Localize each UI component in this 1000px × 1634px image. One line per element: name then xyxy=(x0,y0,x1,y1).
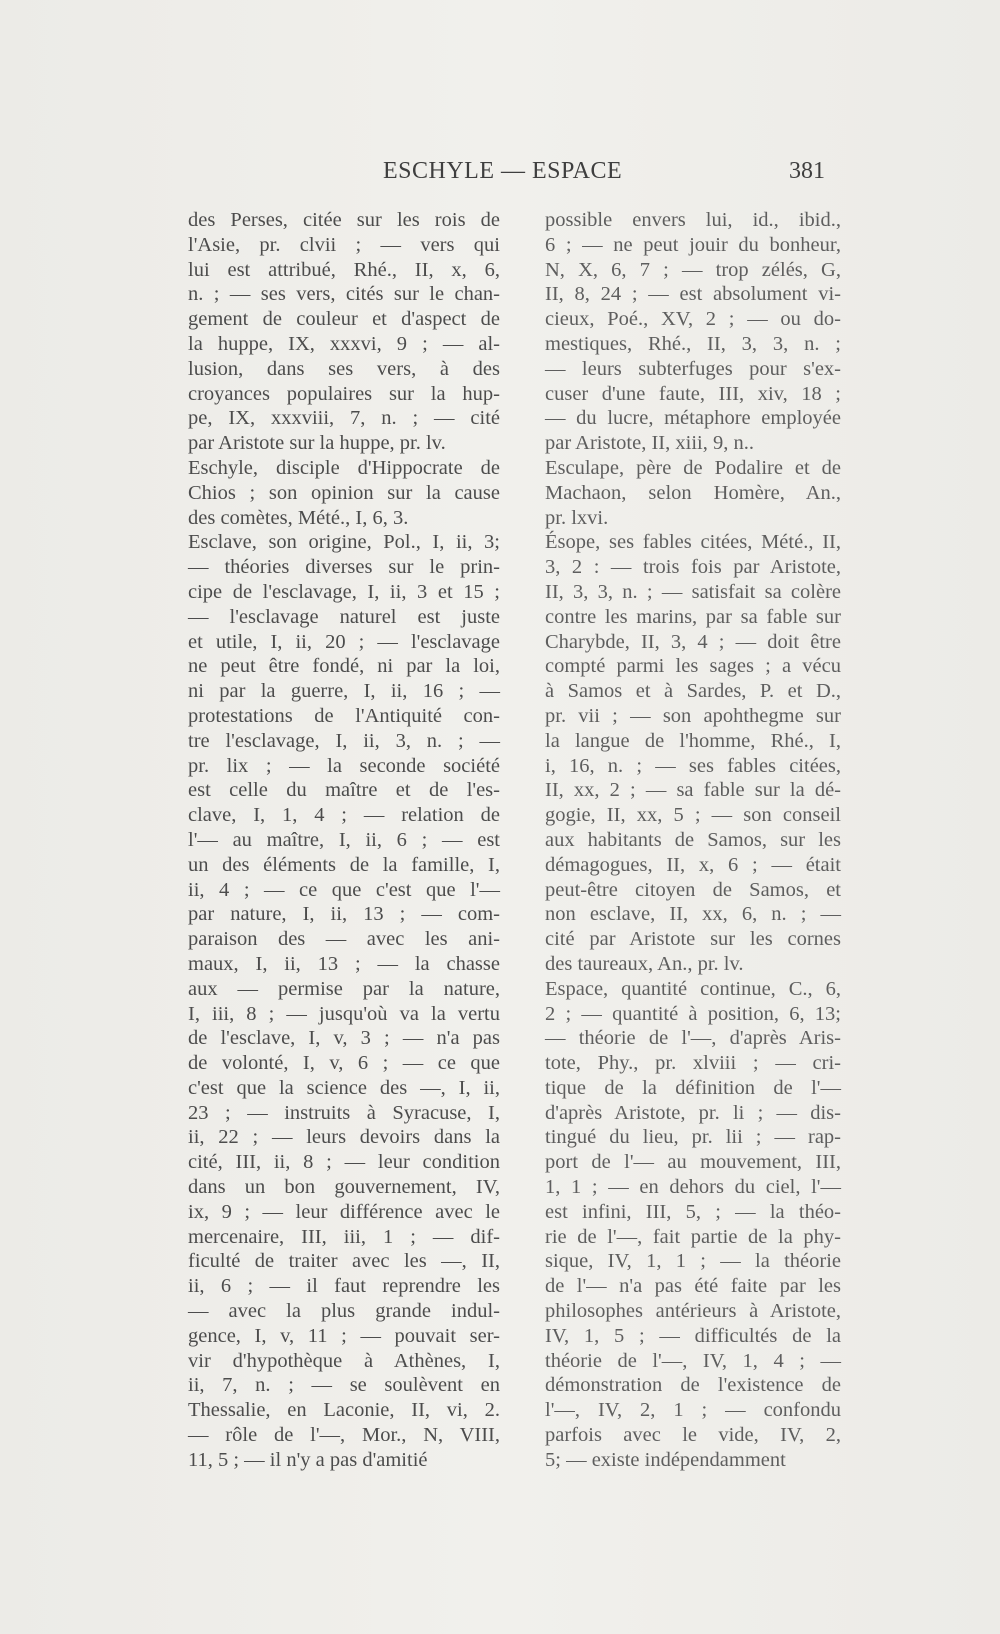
index-line: Eschyle, disciple d'Hippocrate de xyxy=(188,456,500,479)
index-line: n. ; — ses vers, cités sur le chan- xyxy=(188,283,500,306)
index-line: — du lucre, métaphore employée xyxy=(545,407,841,430)
index-line: Esclave, son origine, Pol., I, ii, 3; xyxy=(188,531,500,554)
index-line: cuser d'une faute, III, xiv, 18 ; xyxy=(545,382,841,405)
index-line: — avec la plus grande indul- xyxy=(188,1300,500,1323)
index-line: tingué du lieu, pr. lii ; — rap- xyxy=(545,1126,841,1149)
index-line: par nature, I, ii, 13 ; — com- xyxy=(188,903,500,926)
index-line: de l'— n'a pas été faite par les xyxy=(545,1275,841,1298)
index-line: ix, 9 ; — leur différence avec le xyxy=(188,1200,500,1223)
index-line: — l'esclavage naturel est juste xyxy=(188,605,500,628)
index-line: Charybde, II, 3, 4 ; — doit être xyxy=(545,630,841,653)
index-line: protestations de l'Antiquité con- xyxy=(188,704,500,727)
index-line: ii, 22 ; — leurs devoirs dans la xyxy=(188,1126,500,1149)
index-line: ii, 6 ; — il faut reprendre les xyxy=(188,1275,500,1298)
index-line: pe, IX, xxxviii, 7, n. ; — cité xyxy=(188,407,500,430)
index-line: et utile, I, ii, 20 ; — l'esclavage xyxy=(188,630,500,653)
index-line: de l'esclave, I, v, 3 ; — n'a pas xyxy=(188,1027,500,1050)
index-line: aux habitants de Samos, sur les xyxy=(545,828,841,851)
index-line: cité, III, ii, 8 ; — leur condition xyxy=(188,1151,500,1174)
index-line: théorie de l'—, IV, 1, 4 ; — xyxy=(545,1349,841,1372)
index-line: — rôle de l'—, Mor., N, VIII, xyxy=(188,1424,500,1447)
index-line: gogie, II, xx, 5 ; — son conseil xyxy=(545,804,841,827)
index-line: maux, I, ii, 13 ; — la chasse xyxy=(188,952,500,975)
index-line: mestiques, Rhé., II, 3, 3, n. ; xyxy=(545,332,841,355)
index-line: lui est attribué, Rhé., II, x, 6, xyxy=(188,258,500,281)
index-line: 23 ; — instruits à Syracuse, I, xyxy=(188,1101,500,1124)
index-line: gement de couleur et d'aspect de xyxy=(188,308,500,331)
index-line: II, 3, 3, n. ; — satisfait sa colère xyxy=(545,580,841,603)
index-line: philosophes antérieurs à Aristote, xyxy=(545,1300,841,1323)
index-line: par Aristote, II, xiii, 9, n.. xyxy=(545,432,754,455)
index-line: lusion, dans ses vers, à des xyxy=(188,357,500,380)
index-line: dans un bon gouvernement, IV, xyxy=(188,1176,500,1199)
index-line: pr. vii ; — son apohthegme sur xyxy=(545,704,841,727)
index-line: est celle du maître et de l'es- xyxy=(188,779,500,802)
index-line: de volonté, I, v, 6 ; — ce que xyxy=(188,1052,500,1075)
index-line: vir d'hypothèque à Athènes, I, xyxy=(188,1349,500,1372)
index-line: des Perses, citée sur les rois de xyxy=(188,209,500,231)
index-line: pr. lxvi. xyxy=(545,506,609,529)
index-line: 5; — existe indépendamment xyxy=(545,1448,786,1471)
index-line: ne peut être fondé, ni par la loi, xyxy=(188,655,500,678)
index-line: peut-être citoyen de Samos, et xyxy=(545,878,841,901)
index-line: — leurs subterfuges pour s'ex- xyxy=(545,357,841,380)
index-line: 11, 5 ; — il n'y a pas d'amitié xyxy=(188,1448,428,1471)
index-line: un des éléments de la famille, I, xyxy=(188,853,500,876)
index-line: pr. lix ; — la seconde société xyxy=(188,754,500,777)
index-line: Espace, quantité continue, C., 6, xyxy=(545,977,841,1000)
index-line: ii, 7, n. ; — se soulèvent en xyxy=(188,1374,500,1397)
index-line: 3, 2 : — trois fois par Aristote, xyxy=(545,556,841,579)
index-line: aux — permise par la nature, xyxy=(188,977,500,1000)
index-line: est infini, III, 5, ; — la théo- xyxy=(545,1200,841,1223)
index-line: IV, 1, 5 ; — difficultés de la xyxy=(545,1324,841,1347)
index-line: II, xx, 2 ; — sa fable sur la dé- xyxy=(545,779,841,802)
index-line: possible envers lui, id., ibid., xyxy=(545,209,841,231)
index-line: port de l'— au mouvement, III, xyxy=(545,1151,841,1174)
index-line: non esclave, II, xx, 6, n. ; — xyxy=(545,903,841,926)
index-line: Machaon, selon Homère, An., xyxy=(545,481,841,504)
index-line: ii, 4 ; — ce que c'est que l'— xyxy=(188,878,500,901)
index-line: à Samos et à Sardes, P. et D., xyxy=(545,680,841,703)
index-line: contre les marins, par sa fable sur xyxy=(545,605,841,628)
index-line: ficulté de traiter avec les —, II, xyxy=(188,1250,500,1273)
index-line: l'—, IV, 2, 1 ; — confondu xyxy=(545,1399,841,1422)
index-line: la langue de l'homme, Rhé., I, xyxy=(545,729,841,752)
index-line: I, iii, 8 ; — jusqu'où va la vertu xyxy=(188,1002,500,1025)
index-line: tique de la définition de l'— xyxy=(545,1076,841,1099)
index-line: l'Asie, pr. clvii ; — vers qui xyxy=(188,233,500,256)
index-line: paraison des — avec les ani- xyxy=(188,928,500,951)
right-column xyxy=(545,208,841,1473)
left-column xyxy=(188,208,500,1473)
page-number: 381 xyxy=(789,158,825,184)
index-line: 2 ; — quantité à position, 6, 13; xyxy=(545,1002,841,1025)
index-line: démagogues, II, x, 6 ; — était xyxy=(545,853,841,876)
index-line: la huppe, IX, xxxvi, 9 ; — al- xyxy=(188,332,500,355)
index-line: compté parmi les sages ; a vécu xyxy=(545,655,841,678)
index-line: par Aristote sur la huppe, pr. lv. xyxy=(188,432,446,455)
index-line: Thessalie, en Laconie, II, vi, 2. xyxy=(188,1399,500,1422)
index-line: i, 16, n. ; — ses fables citées, xyxy=(545,754,841,777)
index-line: 1, 1 ; — en dehors du ciel, l'— xyxy=(545,1176,841,1199)
index-line: tre l'esclavage, I, ii, 3, n. ; — xyxy=(188,729,500,752)
index-line: Chios ; son opinion sur la cause xyxy=(188,481,500,504)
index-line: ni par la guerre, I, ii, 16 ; — xyxy=(188,680,500,703)
index-line: mercenaire, III, iii, 1 ; — dif- xyxy=(188,1225,500,1248)
index-line: gence, I, v, 11 ; — pouvait ser- xyxy=(188,1324,500,1347)
index-line: démonstration de l'existence de xyxy=(545,1374,841,1397)
running-head: ESCHYLE — ESPACE xyxy=(383,158,623,184)
index-line: 6 ; — ne peut jouir du bonheur, xyxy=(545,233,841,256)
index-line: sique, IV, 1, 1 ; — la théorie xyxy=(545,1250,841,1273)
index-line: d'après Aristote, pr. li ; — dis- xyxy=(545,1101,841,1124)
index-line: parfois avec le vide, IV, 2, xyxy=(545,1424,841,1447)
index-line: II, 8, 24 ; — est absolument vi- xyxy=(545,283,841,306)
index-line: c'est que la science des —, I, ii, xyxy=(188,1076,500,1099)
index-line: cipe de l'esclavage, I, ii, 3 et 15 ; xyxy=(188,580,500,603)
index-line: clave, I, 1, 4 ; — relation de xyxy=(188,804,500,827)
index-line: cité par Aristote sur les cornes xyxy=(545,928,841,951)
index-line: Ésope, ses fables citées, Mété., II, xyxy=(545,531,841,554)
index-line: — théorie de l'—, d'après Aris- xyxy=(545,1027,841,1050)
index-line: l'— au maître, I, ii, 6 ; — est xyxy=(188,828,500,851)
index-line: — théories diverses sur le prin- xyxy=(188,556,500,579)
index-line: des comètes, Mété., I, 6, 3. xyxy=(188,506,409,529)
index-line: Esculape, père de Podalire et de xyxy=(545,456,841,479)
index-line: tote, Phy., pr. xlviii ; — cri- xyxy=(545,1052,841,1075)
index-line: rie de l'—, fait partie de la phy- xyxy=(545,1225,841,1248)
index-line: croyances populaires sur la hup- xyxy=(188,382,500,405)
index-line: N, X, 6, 7 ; — trop zélés, G, xyxy=(545,258,841,281)
index-line: cieux, Poé., XV, 2 ; — ou do- xyxy=(545,308,841,331)
index-line: des taureaux, An., pr. lv. xyxy=(545,952,744,975)
